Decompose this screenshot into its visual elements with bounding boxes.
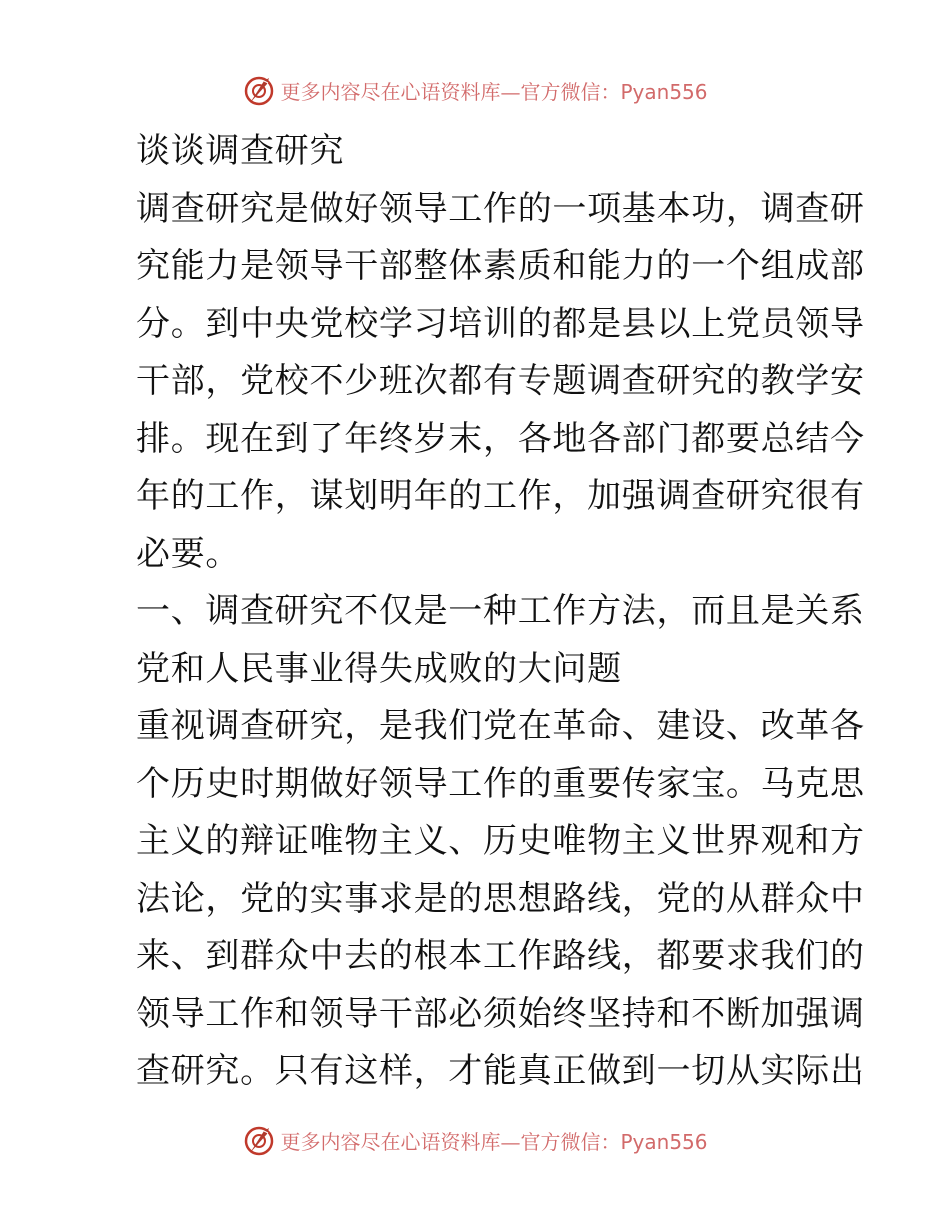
paragraph-line: 调查研究是做好领导工作的一项基本功，调查研 [136, 188, 865, 229]
footer-watermark [0, 1120, 950, 1160]
paragraph-line: 查研究。只有这样，才能真正做到一切从实际出 [136, 1051, 865, 1091]
quill-pen-logo-icon [242, 73, 276, 107]
paragraph-line: 年的工作，谋划明年的工作，加强调查研究很有 [136, 476, 865, 516]
paragraph-line: 来、到群众中去的根本工作路线，都要求我们的 [136, 936, 865, 976]
paragraph-line: 领导工作和领导干部必须始终坚持和不断加强调 [136, 993, 865, 1034]
section-heading-line: 党和人民事业得失成败的大问题 [136, 648, 622, 689]
paragraph-line: 重视调查研究，是我们党在革命、建设、改革各 [136, 706, 865, 746]
paragraph-line: 必要。 [136, 533, 241, 574]
paragraph-line: 个历史时期做好领导工作的重要传家宝。马克思 [136, 763, 865, 804]
quill-pen-logo-icon [242, 1123, 276, 1157]
watermark-text: 更多内容尽在心语资料库—官方微信：Pyan556 [280, 79, 708, 104]
paragraph-line: 干部，党校不少班次都有专题调查研究的教学安 [136, 361, 865, 401]
paragraph-line: 排。现在到了年终岁末，各地各部门都要总结今 [136, 418, 865, 459]
paragraph-line: 究能力是领导干部整体素质和能力的一个组成部 [136, 246, 865, 286]
document-title: 谈谈调查研究 [136, 131, 345, 171]
document-body [136, 123, 865, 1101]
paragraph-line: 法论，党的实事求是的思想路线，党的从群众中 [136, 878, 865, 919]
watermark-text: 更多内容尽在心语资料库—官方微信：Pyan556 [280, 1129, 708, 1154]
paragraph-line: 分。到中央党校学习培训的都是县以上党员领导 [136, 303, 865, 344]
paragraph-line: 主义的辩证唯物主义、历史唯物主义世界观和方 [136, 821, 865, 861]
header-watermark [0, 70, 950, 110]
section-heading-line: 一、调查研究不仅是一种工作方法，而且是关系 [136, 591, 865, 631]
